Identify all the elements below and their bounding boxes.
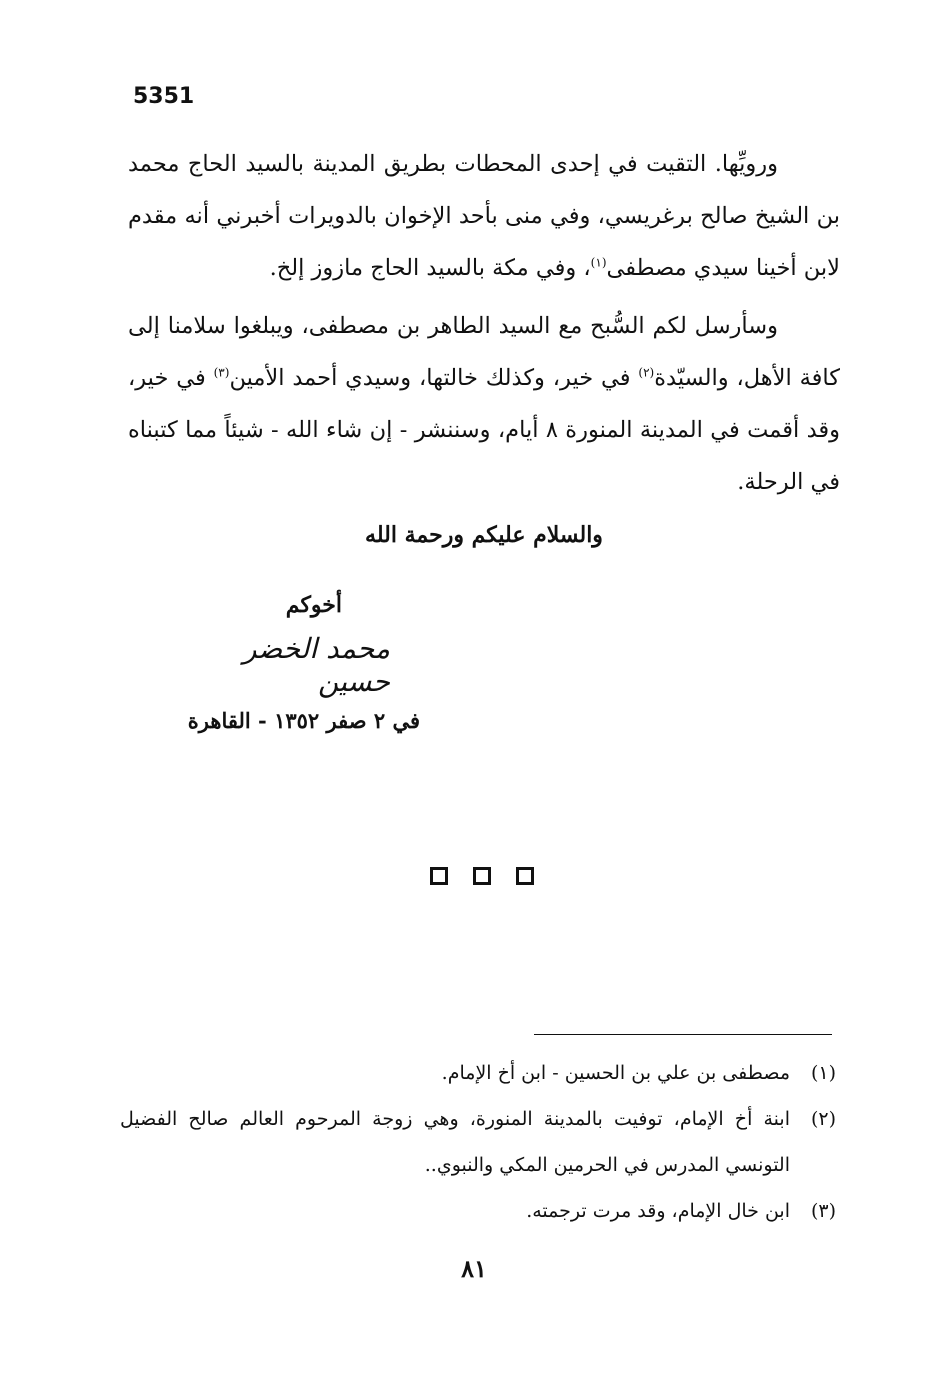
footnote-text: ابنة أخ الإمام، توفيت بالمدينة المنورة، وهي زوجة المرحوم العالم صالح الفضيل التونسي المدرس في الحرمين المكي والنبوي.. [120,1108,790,1176]
signature-salutation: أخوكم [285,592,342,618]
footnote-text: مصطفى بن علي بن الحسين - ابن أخ الإمام. [441,1062,790,1084]
signature-block [170,592,420,733]
text-line: ، وفي مكة بالسيد الحاج مازوز إلخ. [269,255,591,281]
footnotes [120,1050,836,1234]
closing-greeting: والسلام عليكم ورحمة الله [365,522,603,548]
paragraph [128,138,840,294]
page-number: ٨١ [461,1254,487,1283]
square-ornament-icon [430,867,448,885]
footnote-ref[interactable]: (٣) [213,365,230,380]
text-line: مما كتبناه في الرحلة. [128,417,840,495]
footnote-ref[interactable]: (١) [590,255,607,270]
signature-date: في ٢ صفر ١٣٥٢ - القاهرة [187,708,420,733]
footnote-number: (٢) [810,1108,836,1130]
text-line: أنه مقدم لابن أخينا سيدي مصطفى [128,203,840,281]
text-line: كافة الأهل، والسيّدة [654,365,841,391]
letter-body [128,138,840,508]
text-line: في خير، وكذلك خالتها، وسيدي أحمد الأمين [229,365,639,391]
section-ornament [430,864,534,888]
text-line: في خير، وقد أقمت في المدينة المنورة ٨ أيام، وسننشر - إن شاء الله - شيئاً [128,365,841,443]
footnote-item [120,1050,836,1096]
footnote-number: (١) [810,1062,836,1084]
footnote-text: ابن خال الإمام، وقد مرت ترجمته. [526,1200,790,1222]
footnote-number: (٣) [810,1200,836,1222]
square-ornament-icon [516,867,534,885]
text-line: محمد بن الشيخ صالح برغريسي، وفي منى بأحد الإخوان بالدويرات أخبرني [128,151,841,229]
paragraph [128,300,840,508]
page-code: 5351 [133,84,195,109]
footnote-ref[interactable]: (٢) [638,365,655,380]
footnote-divider [534,1034,832,1035]
text-line: ورويِّها. التقيت في إحدى المحطات بطريق المدينة بالسيد الحاج [187,151,778,177]
handwritten-signature: محمد الخضر حسين [243,632,390,698]
footnote-item [120,1188,836,1234]
footnote-item [120,1096,836,1188]
text-line: وسأرسل لكم السُّبح مع السيد الطاهر بن مصطفى، ويبلغوا سلامنا إلى [128,313,778,339]
square-ornament-icon [473,867,491,885]
